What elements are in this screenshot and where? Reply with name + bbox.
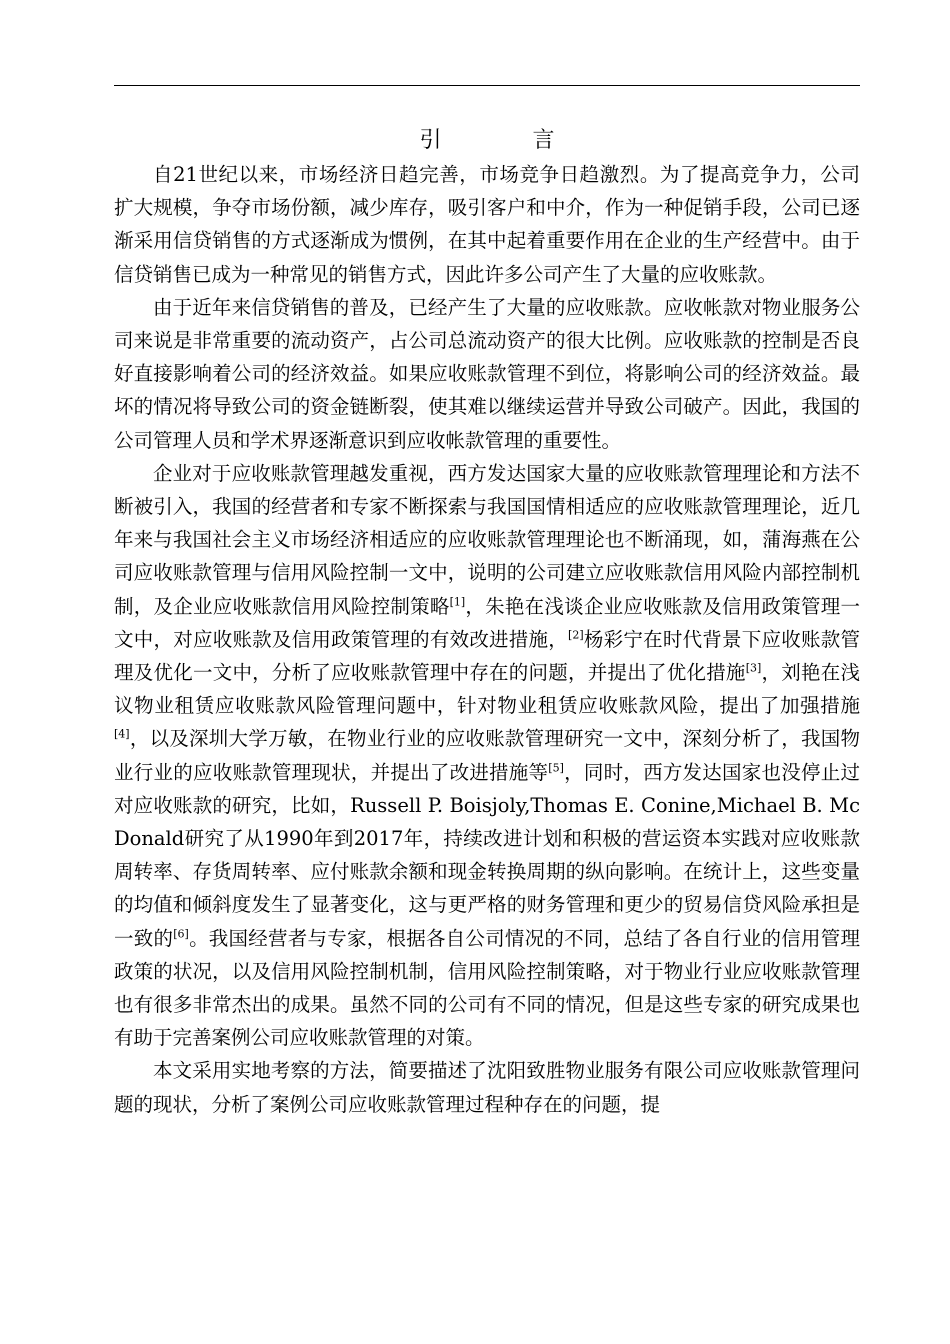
citation-marker: [3] bbox=[745, 661, 762, 675]
paragraph-text: 企业对于应收账款管理越发重视，西方发达国家大量的应收账款管理理论和方法不断被引入，我国的经营者和专家不断探索与我国国情相适应的应收账款管理理论，近几年来与我国社会主义市场经济相适应的应收账款管理理论也不断涌现，如，蒲海燕在公司应收账款管理与信用风险控制一文中，说明的公司建立应收账款信用风险内部控制机制，及企业应收账款信用风险控制策略 bbox=[114, 461, 860, 618]
citation-marker: [2] bbox=[568, 628, 584, 642]
page-title: 引 言 bbox=[419, 128, 597, 153]
paragraph-text: 自21世纪以来，市场经济日趋完善，市场竞争日趋激烈。为了提高竞争力，公司扩大规模，争夺市场份额，减少库存，吸引客户和中介，作为一种促销手段，公司已逐渐采用信贷销售的方式逐渐成为惯例，在其中起着重要作用在企业的生产经营中。由于信贷销售已成为一种常见的销售方式，因此许多公司产生了大量的应收账款。 bbox=[114, 163, 860, 286]
citation-marker: [6] bbox=[173, 927, 189, 941]
paragraph-text: 由于近年来信贷销售的普及，已经产生了大量的应收账款。应收帐款对物业服务公司来说是非常重要的流动资产，占公司总流动资产的很大比例。应收账款的控制是否良好直接影响着公司的经济效益。如果应收账款管理不到位，将影响公司的经济效益。最坏的情况将导致公司的资金链断裂，使其难以继续运营并导致公司破产。因此，我国的公司管理人员和学术界逐渐意识到应收帐款管理的重要性。 bbox=[114, 295, 860, 452]
body-text bbox=[114, 158, 860, 1121]
citation-marker: [5] bbox=[548, 761, 564, 775]
paragraph-text: 。我国经营者与专家，根据各自公司情况的不同，总结了各自行业的信用管理政策的状况，以及信用风险控制机制，信用风险控制策略，对于物业行业应收账款管理也有很多非常杰出的成果。虽然不同的公司有不同的情况，但是这些专家的研究成果也有助于完善案例公司应收账款管理的对策。 bbox=[114, 926, 860, 1050]
header-rule bbox=[114, 85, 860, 86]
paragraph bbox=[114, 1054, 860, 1120]
paragraph-text: ，以及深圳大学万敏，在物业行业的应收账款管理研究一文中，深刻分析了，我国物业行业的应收账款管理现状，并提出了改进措施等 bbox=[114, 727, 860, 784]
citation-marker: [1] bbox=[449, 595, 466, 609]
citation-marker: [4] bbox=[114, 727, 130, 741]
paragraph-text: 本文采用实地考察的方法，简要描述了沈阳致胜物业服务有限公司应收账款管理问题的现状，分析了案例公司应收账款管理过程种存在的问题，提 bbox=[114, 1059, 860, 1116]
paragraph-text: 杨彩宁在时代背景下应收账款管理及优化一文中，分析了应收账款管理中存在的问题，并提出了优化措施 bbox=[114, 627, 860, 685]
paragraph-text: ，刘艳在浅议物业租赁应收账款风险管理问题中，针对物业租赁应收账款风险，提出了加强措施 bbox=[114, 661, 860, 718]
paragraph bbox=[114, 158, 860, 291]
paragraph-text: ，朱艳在浅谈企业应收账款及信用政策管理一文中，对应收账款及信用政策管理的有效改进措施， bbox=[114, 594, 860, 651]
paragraph-text: ，同时，西方发达国家也没停止过对应收账款的研究，比如，Russell P. Boisjoly,Thomas E. Conine,Michael B. McDonald研究了从1990年到2017年，持续改进计划和积极的营运资本实践对应收账款周转率、存货周转率、应付账款余额和现金转换周期的纵向影响。在统计上，这些变量的均值和倾斜度发生了显著变化，这与更严格的财务管理和更少的贸易信贷风险承担是一致的 bbox=[114, 760, 860, 950]
paragraph bbox=[114, 291, 860, 457]
paragraph bbox=[114, 457, 860, 1055]
